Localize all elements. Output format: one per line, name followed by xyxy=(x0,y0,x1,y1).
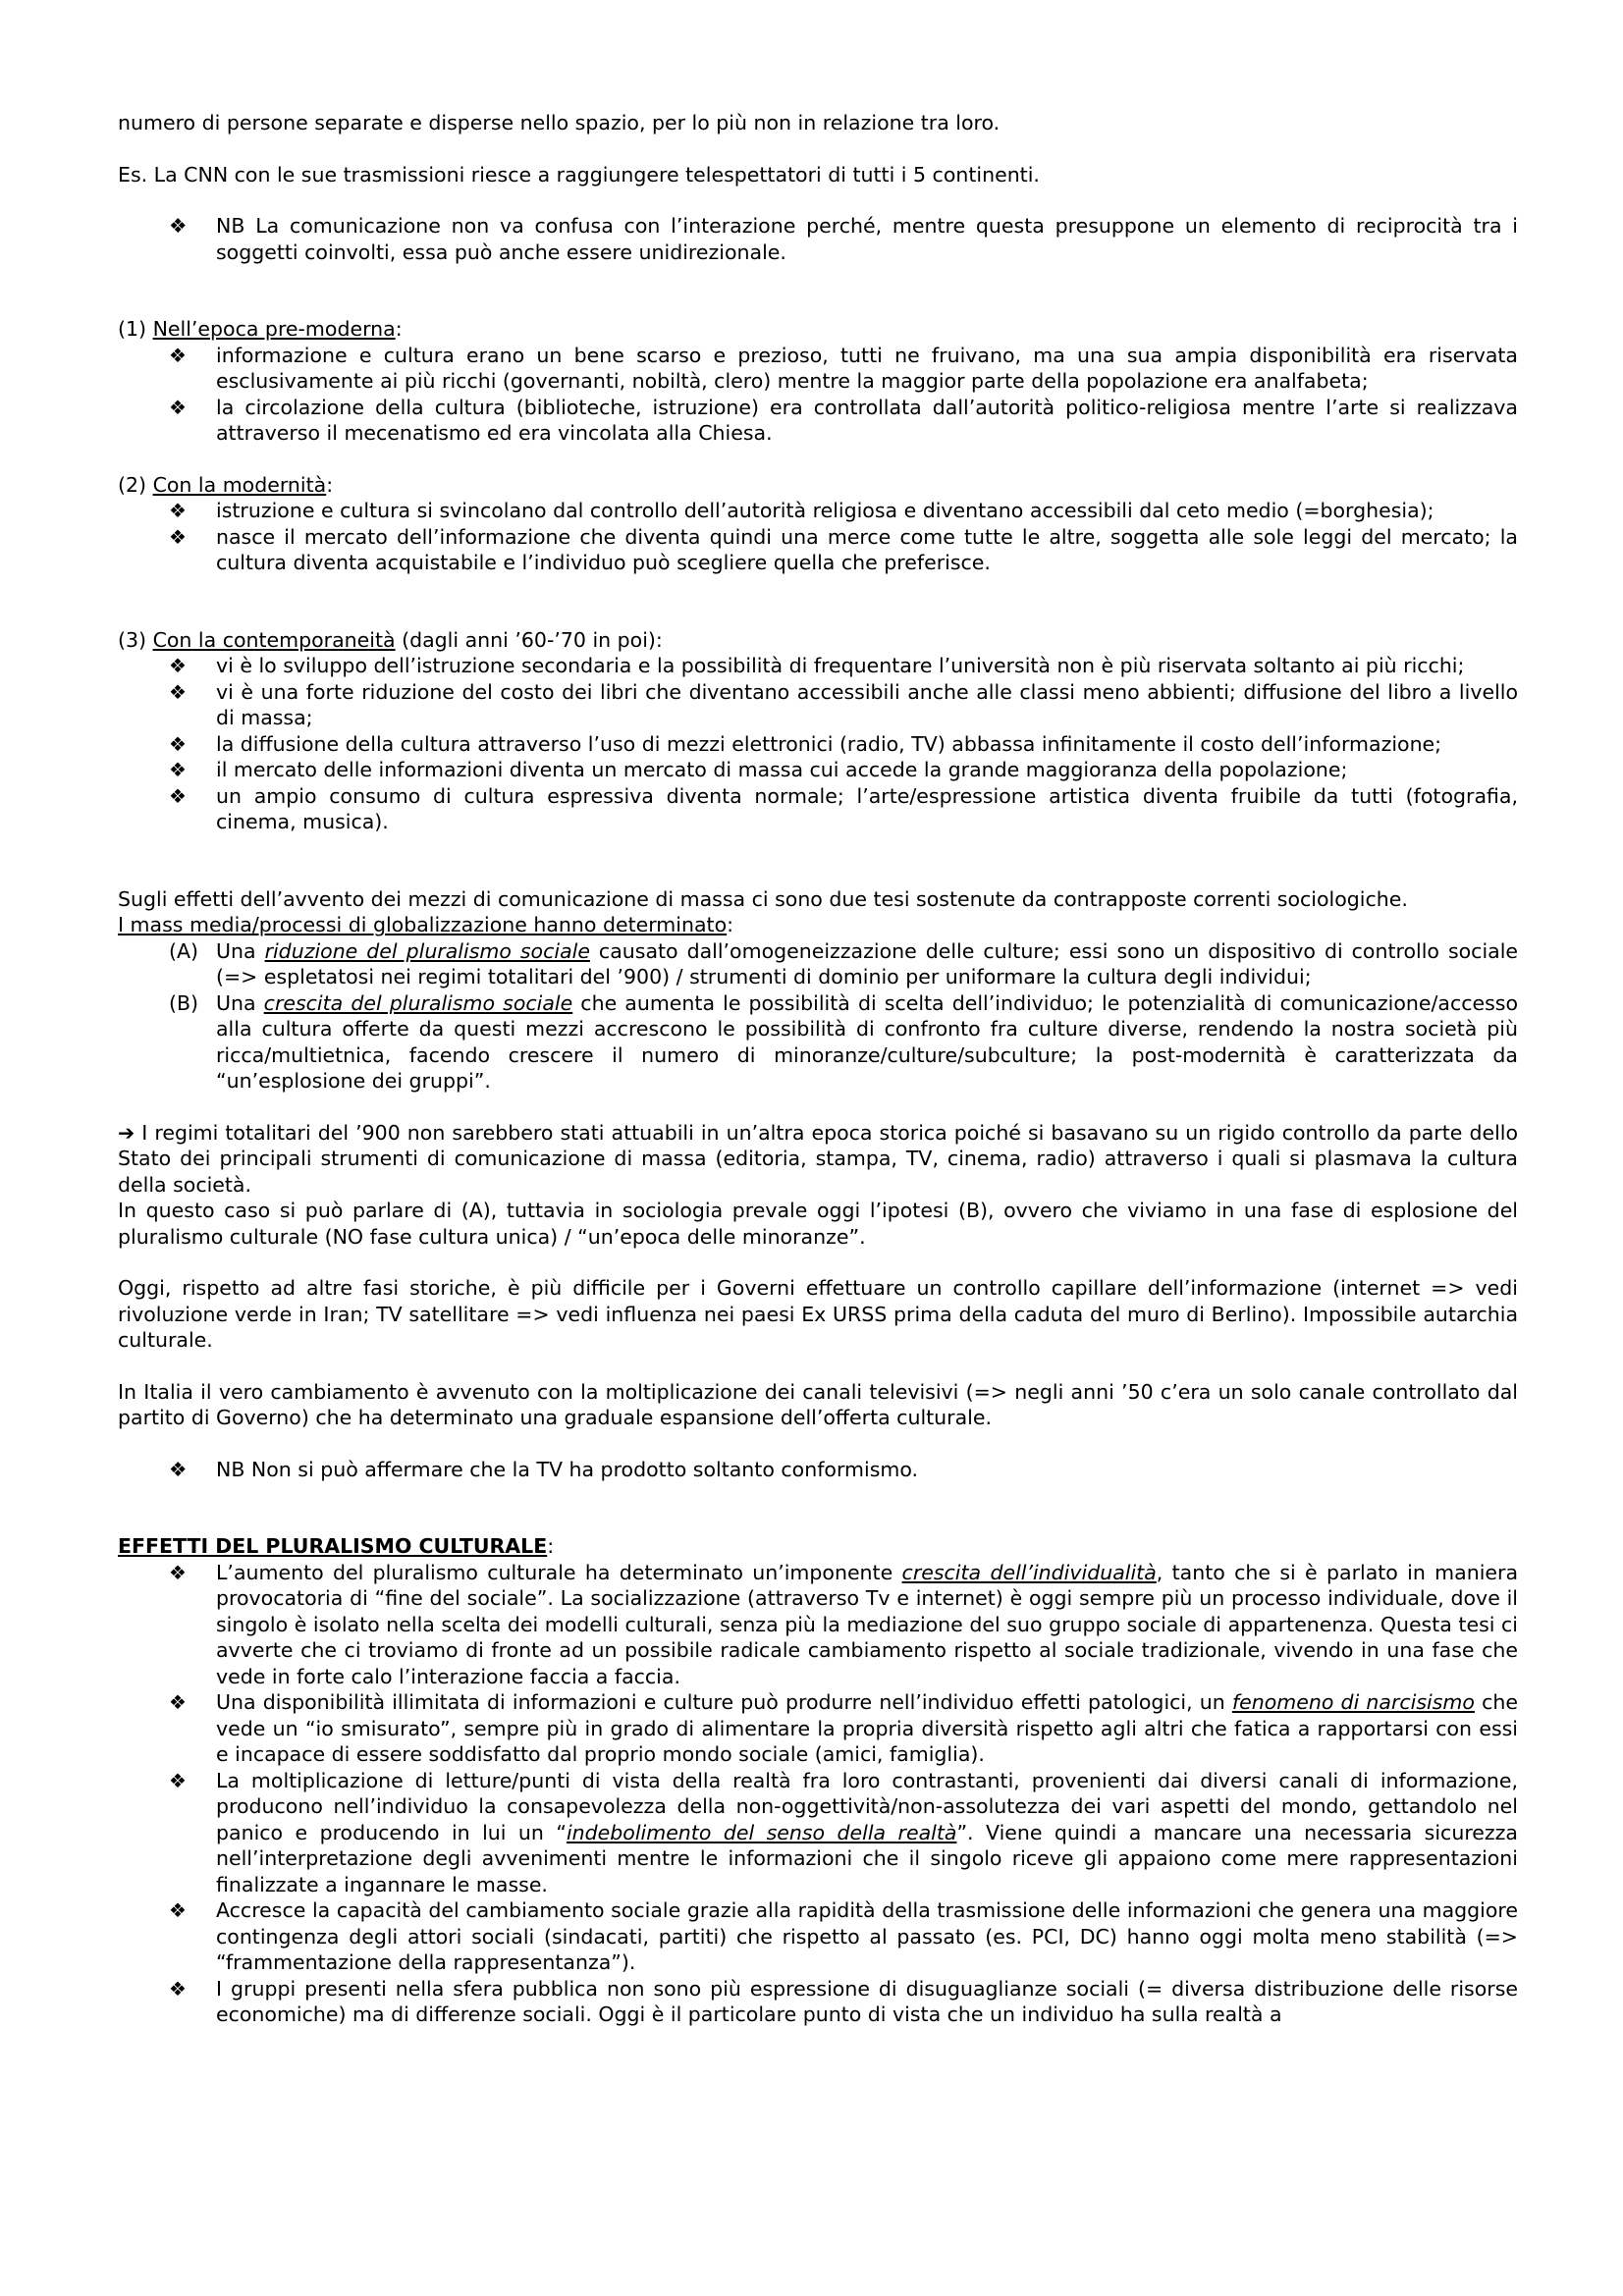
list-item: ❖ Una disponibilità illimitata di informazioni e culture può produrre nell’individuo effetti patologici, un fenomeno di narcisismo che vede un “io smisurato”, sempre più in grado di alimentare la propria diversità rispetto agli altri che fatica a rapportarsi con essi e incapace di essere soddisfatto dal proprio mondo sociale (amici, famiglia). xyxy=(169,1690,1518,1766)
paragraph-totalitarian-regimes: ➔ I regimi totalitari del ’900 non sarebbero stati attuabili in un’altra epoca storica poiché si basavano su un rigido controllo da parte dello Stato dei principali strumenti di comunicazione di massa (editoria, stampa, TV, cinema, radio) attraverso i quali si plasmava la cultura della società. xyxy=(118,1120,1518,1197)
bullet-icon: ❖ xyxy=(169,1976,187,2001)
bullet-icon: ❖ xyxy=(169,1898,187,1922)
bullet-icon: ❖ xyxy=(169,1690,187,1714)
list-item: ❖ la diffusione della cultura attraverso l’uso di mezzi elettronici (radio, TV) abbassa infinitamente il costo dell’informazione; xyxy=(169,731,1442,756)
list-item: ❖ nasce il mercato dell’informazione che diventa quindi una merce come tutte le altre, soggetta alle sole leggi del mercato; la cultura diventa acquistabile e l’individuo può scegliere quella che preferisce. xyxy=(169,524,1518,574)
list-item: ❖ il mercato delle informazioni diventa un mercato di massa cui accede la grande maggioranza della popolazione; xyxy=(169,758,1348,781)
section-heading-contemporaneity: (3) Con la contemporaneità (dagli anni ’60-’70 in poi): xyxy=(118,627,663,652)
bullet-icon: ❖ xyxy=(169,395,187,419)
note-text: NB Non si può affermare che la TV ha prodotto soltanto conformismo. xyxy=(216,1457,919,1481)
list-item: ❖ I gruppi presenti nella sfera pubblica non sono più espressione di disuguaglianze sociali (= diversa distribuzione delle risorse economiche) ma di differenze sociali. Oggi è il particolare punto di vista che un individuo ha sulla realtà a xyxy=(169,1976,1518,2026)
bullet-icon: ❖ xyxy=(169,731,187,756)
document-page xyxy=(118,110,1518,2028)
bullet-icon: ❖ xyxy=(169,1560,187,1584)
section-heading-premodern: (1) Nell’epoca pre-moderna: xyxy=(118,317,403,341)
note-communication xyxy=(169,213,1518,265)
note-tv xyxy=(169,1457,1518,1483)
list-item: ❖ La moltiplicazione di letture/punti di vista della realtà fra loro contrastanti, provenienti dai diversi canali di informazione, producono nell’individuo la consapevolezza della non-oggettività/non-assolutezza dei vari aspetti del mondo, gettandolo nel panico e producendo in lui un “indebolimento del senso della realtà”. Viene quindi a mancare una necessaria sicurezza nell’interpretazione degli avvenimenti mentre le informazioni che il singolo riceve gli appaiono come mere rappresentazioni finalizzate a ingannare le masse. xyxy=(169,1768,1518,1896)
list-item: ❖ un ampio consumo di cultura espressiva diventa normale; l’arte/espressione artistica diventa fruibile da tutti (fotografia, cinema, musica). xyxy=(169,783,1518,833)
bullet-icon: ❖ xyxy=(169,1768,187,1792)
paragraph-example-cnn: Es. La CNN con le sue trasmissioni riesce a raggiungere telespettatori di tutti i 5 continenti. xyxy=(118,162,1040,187)
note-text: NB La comunicazione non va confusa con l’interazione perché, mentre questa presuppone un elemento di reciprocità tra i soggetti coinvolti, essa può anche essere unidirezionale. xyxy=(216,214,1518,264)
bullet-icon: ❖ xyxy=(169,499,187,522)
list-item: ❖ istruzione e cultura si svincolano dal controllo dell’autorità religiosa e diventano accessibili dal ceto medio (=borghesia); xyxy=(169,499,1434,522)
bullet-icon: ❖ xyxy=(169,343,187,367)
mass-media-heading: I mass media/processi di globalizzazione hanno determinato: xyxy=(118,913,734,936)
bullet-icon: ❖ xyxy=(169,214,188,238)
thesis-a: (A) Una riduzione del pluralismo sociale causato dall’omogeneizzazione delle culture; essi sono un dispositivo di controllo sociale (=> espletatosi nei regimi totalitari del ’900) / strumenti di dominio per uniformare la cultura degli individui; xyxy=(169,938,1519,988)
paragraph-italy: In Italia il vero cambiamento è avvenuto con la moltiplicazione dei canali televisivi (=> negli anni ’50 c’era un solo canale controllato dal partito di Governo) che ha determinato una graduale espansione dell’offerta culturale. xyxy=(118,1379,1518,1429)
paragraph-government-control: Oggi, rispetto ad altre fasi storiche, è più difficile per i Governi effettuare un controllo capillare dell’informazione (internet => vedi rivoluzione verde in Iran; TV satellitare => vedi influenza nei paesi Ex URSS prima della caduta del muro di Berlino). Impossibile autarchia culturale. xyxy=(118,1276,1518,1352)
list-item: ❖ la circolazione della cultura (biblioteche, istruzione) era controllata dall’autorità politico-religiosa mentre l’arte si realizzava attraverso il mecenatismo ed era vincolata alla Chiesa. xyxy=(169,395,1518,445)
list-item: ❖ vi è lo sviluppo dell’istruzione secondaria e la possibilità di frequentare l’università non è più riservata soltanto ai più ricchi; xyxy=(169,654,1465,677)
section-heading-effects: EFFETTI DEL PLURALISMO CULTURALE: xyxy=(118,1534,555,1558)
list-item: ❖ Accresce la capacità del cambiamento sociale grazie alla rapidità della trasmissione delle informazioni che genera una maggiore contingenza degli attori sociali (sindacati, partiti) che rispetto al passato (es. PCI, DC) hanno oggi molta meno stabilità (=> “frammentazione della rappresentanza”). xyxy=(169,1898,1518,1974)
list-item: ❖ L’aumento del pluralismo culturale ha determinato un’imponente crescita dell’individualità, tanto che si è parlato in maniera provocatoria di “fine del sociale”. La socializzazione (attraverso Tv e internet) è oggi sempre più un processo individuale, dove il singolo è isolato nella scelta dei modelli culturali, senza più la mediazione del suo gruppo sociale di appartenenza. Questa tesi ci avverte che ci troviamo di fronte ad un possibile radicale cambiamento rispetto al sociale tradizionale, vivendo in una fase che vede in forte calo l’interazione faccia a faccia. xyxy=(169,1560,1519,1688)
thesis-b: (B) Una crescita del pluralismo sociale che aumenta le possibilità di scelta dell’individuo; le potenzialità di comunicazione/accesso alla cultura offerte da questi mezzi accrescono le possibilità di confronto fra culture diverse, rendendo la nostra società più ricca/multietnica, facendo crescere il numero di minoranze/culture/subculture; la post-modernità è caratterizzata da “un’esplosione dei gruppi”. xyxy=(169,990,1518,1093)
list-item: ❖ vi è una forte riduzione del costo dei libri che diventano accessibili anche alle classi meno abbienti; diffusione del libro a livello di massa; xyxy=(169,679,1518,729)
bullet-icon: ❖ xyxy=(169,654,187,677)
paragraph-top: numero di persone separate e disperse nello spazio, per lo più non in relazione tra loro. xyxy=(118,111,1001,134)
arrow-right-icon: ➔ xyxy=(118,1120,135,1145)
paragraph-sociology-hypothesis: In questo caso si può parlare di (A), tuttavia in sociologia prevale oggi l’ipotesi (B), ovvero che viviamo in una fase di esplosione del pluralismo culturale (NO fase cultura unica) / “un’epoca delle minoranze”. xyxy=(118,1199,1518,1249)
bullet-icon: ❖ xyxy=(169,524,187,549)
bullet-icon: ❖ xyxy=(169,1457,188,1481)
list-item: ❖ informazione e cultura erano un bene scarso e prezioso, tutti ne fruivano, ma una sua ampia disponibilità era riservata esclusivamente ai più ricchi (governanti, nobiltà, clero) mentre la maggior parte della popolazione era analfabeta; xyxy=(169,343,1518,393)
bullet-icon: ❖ xyxy=(169,758,187,781)
paragraph-mass-media-theses: Sugli effetti dell’avvento dei mezzi di comunicazione di massa ci sono due tesi sostenute da contrapposte correnti sociologiche. xyxy=(118,886,1408,911)
bullet-icon: ❖ xyxy=(169,783,187,808)
bullet-icon: ❖ xyxy=(169,679,187,704)
section-heading-modernity: (2) Con la modernità: xyxy=(118,472,334,497)
